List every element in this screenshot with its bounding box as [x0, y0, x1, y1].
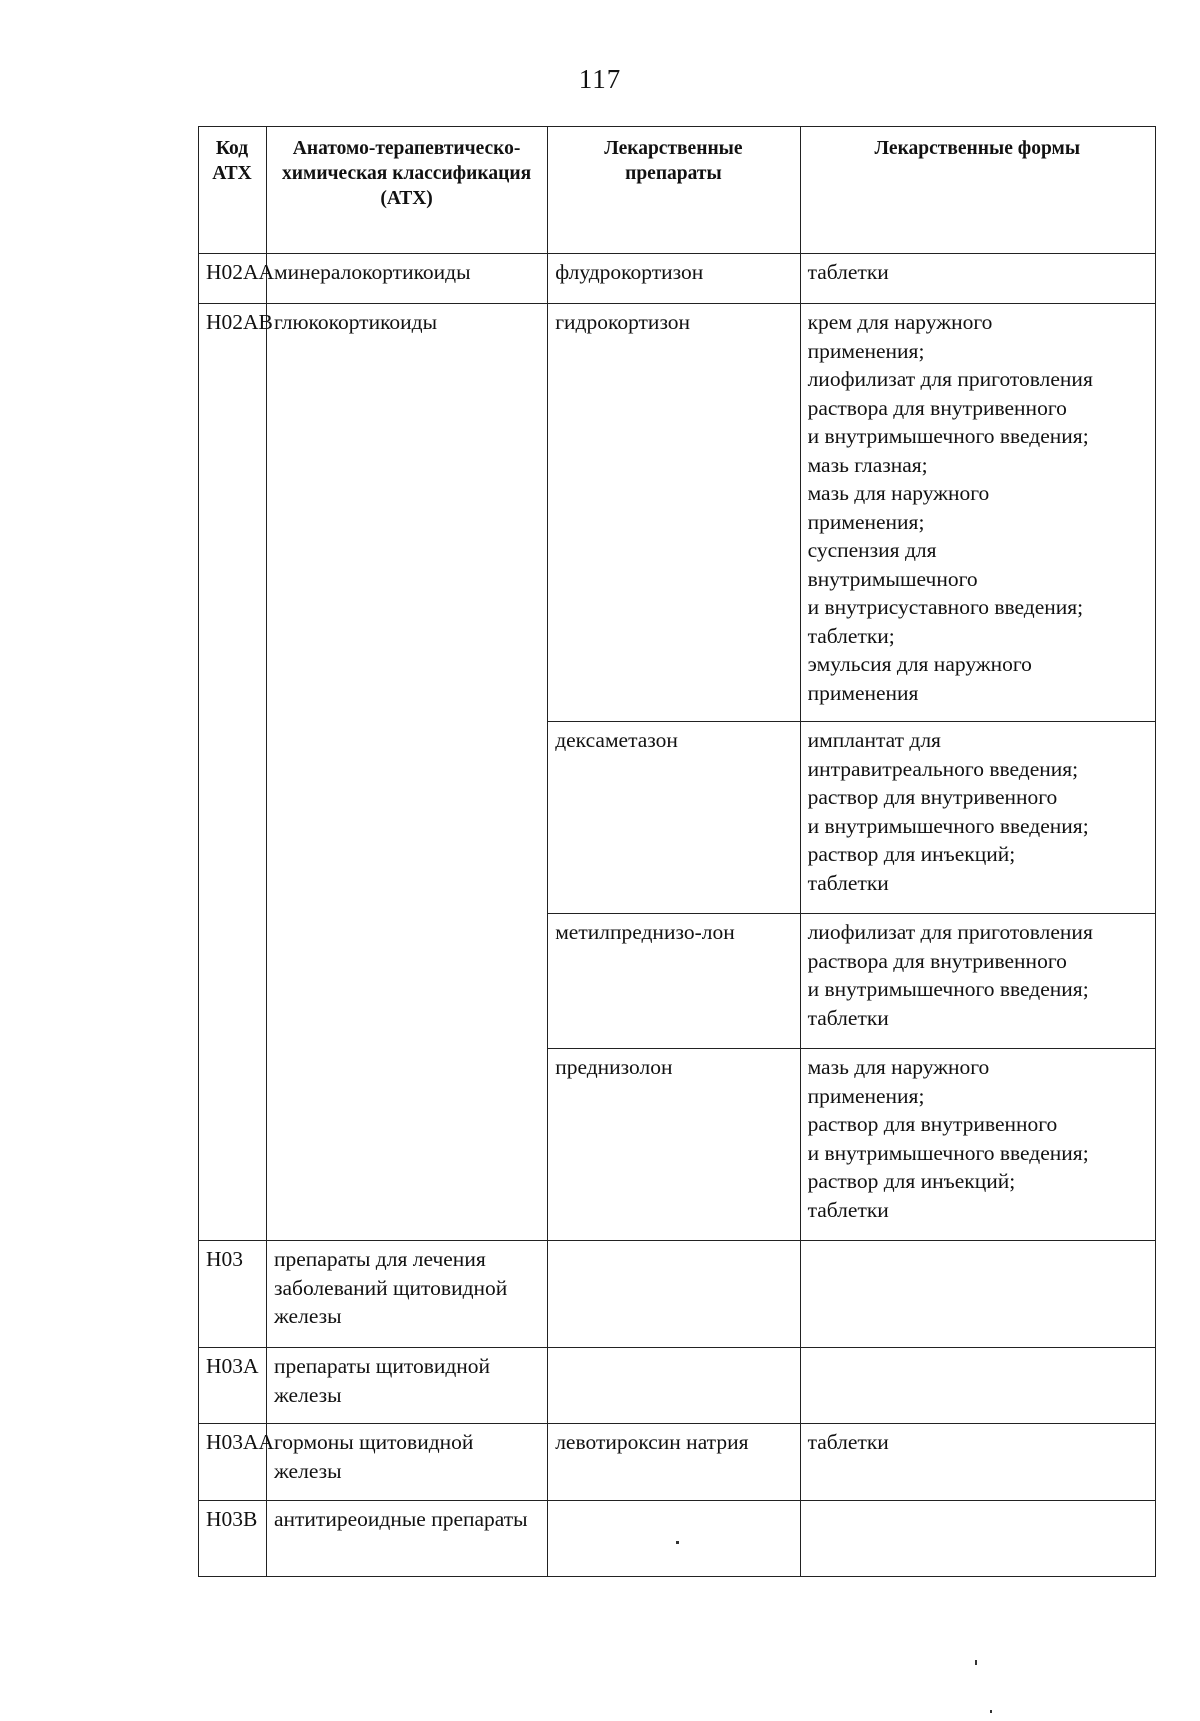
form-line: мазь для наружного [807, 481, 990, 505]
form-line: применения; [807, 509, 925, 534]
forms-cell [800, 304, 1155, 722]
forms-cell [800, 1501, 1155, 1577]
header-classification: Анатомо-терапевтическо-химическая классификация (АТХ) [266, 127, 547, 254]
header-forms: Лекарственные формы [800, 127, 1155, 254]
form-line: раствора для внутривенного [807, 395, 1067, 420]
drug-cell: метилпреднизо-лон [548, 914, 800, 1049]
form-line: и внутрисуставного введения; [807, 595, 1084, 619]
table-row [199, 1424, 1156, 1501]
drug-cell: гидрокортизон [548, 304, 800, 722]
classification-cell: глюкокортикоиды [266, 304, 547, 1241]
form-line: применения; [807, 1083, 925, 1108]
form-line: и внутримышечного введения; [807, 977, 1089, 1001]
form-line: мазь для наружного [807, 1055, 990, 1079]
atc-code-cell: H02AB [199, 304, 267, 1241]
scan-speck [990, 1710, 992, 1713]
form-line: таблетки [807, 1197, 889, 1222]
forms-cell [800, 914, 1155, 1049]
form-line: крем для наружного [807, 310, 993, 334]
form-line: применения; [807, 338, 925, 363]
classification-cell: препараты щитовидной железы [266, 1348, 547, 1424]
form-line: суспензия для [807, 538, 937, 562]
form-line: и внутримышечного введения; [807, 424, 1089, 448]
drug-cell: дексаметазон [548, 722, 800, 914]
classification-cell: минералокортикоиды [266, 254, 547, 304]
drug-cell [548, 1501, 800, 1577]
form-line: эмульсия для наружного [807, 652, 1032, 676]
drug-cell: флудрокортизон [548, 254, 800, 304]
form-line: раствора для внутривенного [807, 948, 1067, 973]
table-row [199, 1241, 1156, 1348]
drug-cell: преднизолон [548, 1049, 800, 1241]
drug-cell: левотироксин натрия [548, 1424, 800, 1501]
forms-cell [800, 1049, 1155, 1241]
atc-code-cell: H02AA [199, 254, 267, 304]
atc-code-cell: H03A [199, 1348, 267, 1424]
classification-cell: антитиреоидные препараты [266, 1501, 547, 1577]
form-line: раствор для внутривенного [807, 785, 1058, 809]
form-line: мазь глазная; [807, 452, 928, 477]
drug-cell [548, 1241, 800, 1348]
table-row [199, 254, 1156, 304]
atc-code-cell: H03AA [199, 1424, 267, 1501]
form-line: и внутримышечного введения; [807, 1140, 1089, 1165]
atc-code-cell: H03 [199, 1241, 267, 1348]
classification-cell: гормоны щитовидной железы [266, 1424, 547, 1501]
scan-speck [676, 1541, 679, 1544]
form-line: раствор для инъекций; [807, 1169, 1016, 1193]
form-line: лиофилизат для приготовления [807, 920, 1093, 944]
form-line: таблетки [807, 1005, 889, 1030]
forms-cell [800, 254, 1155, 304]
form-line: таблетки [807, 870, 889, 895]
page-number: 117 [578, 64, 622, 94]
table-header-row [199, 127, 1156, 254]
forms-cell [800, 1348, 1155, 1424]
form-line: применения [807, 680, 919, 705]
table-row [199, 304, 1156, 722]
table-row [199, 1348, 1156, 1424]
atc-drug-table [198, 126, 1156, 1577]
form-line: таблетки [807, 1430, 889, 1454]
header-drugs: Лекарственные препараты [548, 127, 800, 254]
form-line: внутримышечного [807, 566, 978, 591]
forms-cell [800, 722, 1155, 914]
form-line: интравитреального введения; [807, 756, 1079, 781]
header-code: Код АТХ [199, 127, 267, 254]
forms-cell [800, 1241, 1155, 1348]
form-line: лиофилизат для приготовления [807, 367, 1093, 391]
form-line: и внутримышечного введения; [807, 813, 1089, 838]
forms-cell [800, 1424, 1155, 1501]
form-line: раствор для инъекций; [807, 842, 1016, 866]
scan-speck [975, 1660, 977, 1665]
drug-cell [548, 1348, 800, 1424]
table-row [199, 1501, 1156, 1577]
form-line: раствор для внутривенного [807, 1112, 1058, 1136]
form-line: таблетки [807, 260, 889, 284]
atc-code-cell: H03B [199, 1501, 267, 1577]
form-line: таблетки; [807, 623, 895, 648]
classification-cell: препараты для лечения заболеваний щитовидной железы [266, 1241, 547, 1348]
form-line: имплантат для [807, 728, 941, 752]
